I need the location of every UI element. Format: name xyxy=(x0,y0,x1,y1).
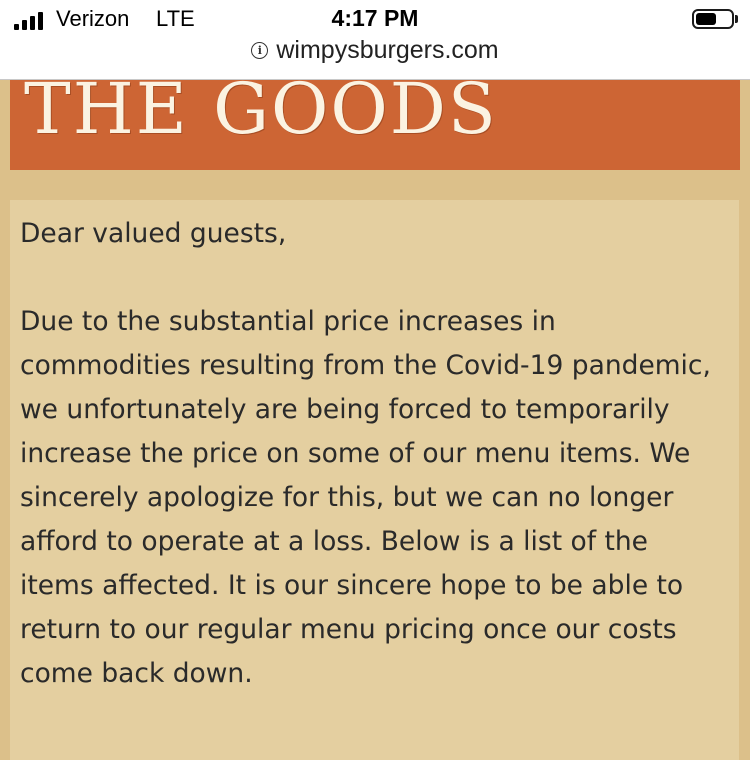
carrier-name: Verizon xyxy=(56,6,130,31)
network-type: LTE xyxy=(156,6,195,31)
body-line: sincerely apologize for this, but we can no longer xyxy=(20,482,674,513)
page-title: THE GOODS xyxy=(24,80,498,150)
url-text[interactable]: wimpysburgers.com xyxy=(276,36,499,64)
status-bar xyxy=(0,0,750,80)
battery-tip xyxy=(735,15,738,23)
body-line: we unfortunately are being forced to temporarily xyxy=(20,394,670,425)
info-icon[interactable]: i xyxy=(251,42,268,59)
body-line: commodities resulting from the Covid-19 pandemic, xyxy=(20,350,711,381)
body-line: afford to operate at a loss. Below is a list of the xyxy=(20,526,648,557)
greeting: Dear valued guests, xyxy=(20,218,287,249)
body-line: increase the price on some of our menu items. We xyxy=(20,438,691,469)
notice-text xyxy=(20,212,730,696)
body-line: Due to the substantial price increases in xyxy=(20,306,556,337)
body-line: return to our regular menu pricing once our costs xyxy=(20,614,677,645)
body-line: come back down. xyxy=(20,658,253,689)
battery-icon xyxy=(692,9,734,29)
notice-body xyxy=(20,300,730,696)
body-line: items affected. It is our sincere hope to be able to xyxy=(20,570,684,601)
page-banner xyxy=(10,80,740,170)
status-time: 4:17 PM xyxy=(331,5,419,31)
address-bar[interactable] xyxy=(0,36,750,65)
